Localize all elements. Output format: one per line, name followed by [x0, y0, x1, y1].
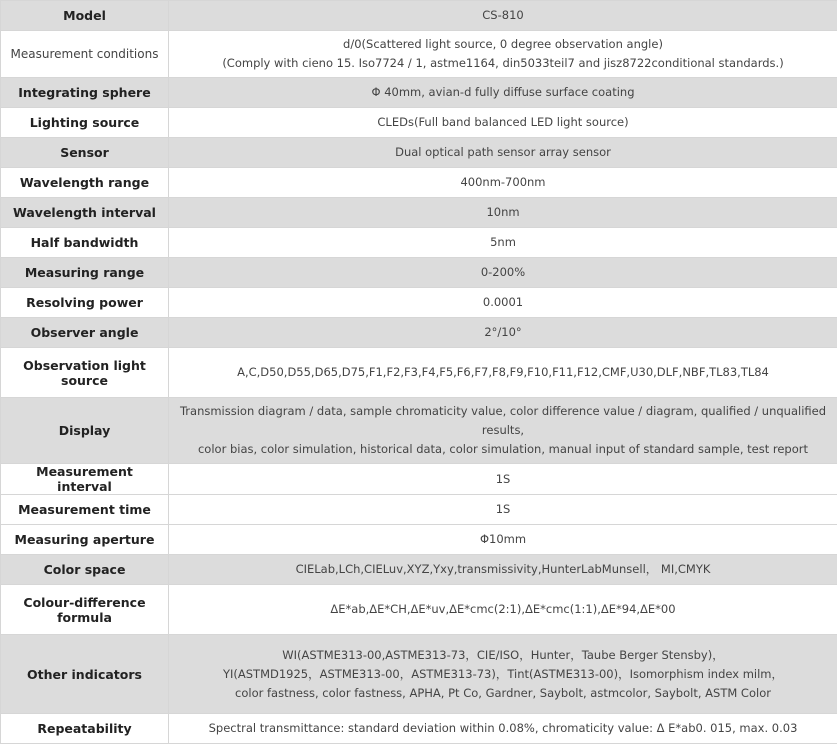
table-row — [1, 525, 837, 555]
row-label-measurement-time: Measurement time — [1, 495, 169, 525]
row-label-integrating-sphere: Integrating sphere — [1, 78, 169, 108]
table-row — [1, 348, 837, 398]
row-label-colour-difference-formula: Colour-difference formula — [1, 585, 169, 635]
row-value-lighting-source — [169, 108, 837, 138]
value-line: YI(ASTMD1925，ASTME313-00，ASTME313-73)，Tint(ASTME313-00)，Isomorphism index milm， — [222, 666, 784, 681]
value-line: Transmission diagram / data, sample chromaticity value, color difference value / diagram, qualified / unqualified results, — [179, 404, 827, 437]
row-label-display: Display — [1, 398, 169, 464]
row-value-measuring-range — [169, 258, 837, 288]
row-value-wavelength-range — [169, 168, 837, 198]
row-label-wavelength-range: Wavelength range — [1, 168, 169, 198]
value-line: CS-810 — [482, 8, 524, 22]
value-line: CIELab,LCh,CIELuv,XYZ,Yxy,transmissivity,HunterLabMunsell， MI,CMYK — [295, 562, 711, 576]
value-line: 2°/10° — [484, 325, 522, 339]
row-value-display — [169, 398, 837, 464]
row-value-color-space — [169, 555, 837, 585]
table-row — [1, 168, 837, 198]
table-row — [1, 495, 837, 525]
row-label-measuring-aperture: Measuring aperture — [1, 525, 169, 555]
value-line: ΔE*ab,ΔE*CH,ΔE*uv,ΔE*cmc(2:1),ΔE*cmc(1:1),ΔE*94,ΔE*00 — [330, 602, 676, 616]
table-row — [1, 318, 837, 348]
row-value-wavelength-interval — [169, 198, 837, 228]
value-line: WI(ASTME313-00,ASTME313-73，CIE/ISO，Hunter，Taube Berger Stensby)， — [282, 647, 724, 662]
value-line: Spectral transmittance: standard deviation within 0.08%, chromaticity value: Δ E*ab0. 015, max. 0.03 — [208, 721, 798, 735]
value-line: d/0(Scattered light source, 0 degree observation angle) — [343, 37, 663, 51]
value-line: 1S — [495, 471, 511, 486]
row-label-model: Model — [1, 1, 169, 31]
table-row — [1, 258, 837, 288]
row-label-color-space: Color space — [1, 555, 169, 585]
row-value-sensor — [169, 138, 837, 168]
row-label-resolving-power: Resolving power — [1, 288, 169, 318]
value-line: 0-200% — [480, 265, 526, 279]
row-label-measurement-interval: Measurement interval — [1, 464, 169, 495]
table-row — [1, 585, 837, 635]
value-line: 5nm — [490, 235, 516, 249]
value-line: Dual optical path sensor array sensor — [395, 145, 611, 159]
value-line: 400nm-700nm — [460, 175, 546, 189]
table-row — [1, 398, 837, 464]
table-row — [1, 138, 837, 168]
row-label-half-bandwidth: Half bandwidth — [1, 228, 169, 258]
row-label-other-indicators: Other indicators — [1, 635, 169, 714]
value-line: 10nm — [486, 205, 520, 219]
table-row — [1, 198, 837, 228]
table-row — [1, 228, 837, 258]
row-label-repeatability: Repeatability — [1, 714, 169, 744]
row-value-measuring-aperture — [169, 525, 837, 555]
value-line: A,C,D50,D55,D65,D75,F1,F2,F3,F4,F5,F6,F7,F8,F9,F10,F11,F12,CMF,U30,DLF,NBF,TL83,TL84 — [237, 365, 769, 379]
row-label-sensor: Sensor — [1, 138, 169, 168]
row-value-measurement-conditions — [169, 31, 837, 78]
value-line: color bias, color simulation, historical data, color simulation, manual input of standard sample, test report — [197, 442, 808, 456]
table-row — [1, 555, 837, 585]
table-row — [1, 31, 837, 78]
value-line: 0.0001 — [482, 295, 524, 309]
row-value-colour-difference-formula — [169, 585, 837, 635]
row-label-measurement-conditions: Measurement conditions — [1, 31, 169, 78]
value-line: Φ 40mm, avian-d fully diffuse surface coating — [371, 85, 635, 99]
row-label-measuring-range: Measuring range — [1, 258, 169, 288]
row-value-model — [169, 1, 837, 31]
table-row — [1, 1, 837, 31]
value-line: color fastness, color fastness, APHA, Pt Co, Gardner, Saybolt, astmcolor, Saybolt, ASTM Color — [235, 685, 771, 700]
row-value-observation-light-source — [169, 348, 837, 398]
value-line: Φ10mm — [479, 532, 527, 546]
row-value-measurement-time — [169, 495, 837, 525]
row-value-observer-angle — [169, 318, 837, 348]
row-value-measurement-interval — [169, 464, 837, 495]
row-value-integrating-sphere — [169, 78, 837, 108]
table-row — [1, 288, 837, 318]
row-value-repeatability — [169, 714, 837, 744]
row-label-observation-light-source: Observation light source — [1, 348, 169, 398]
table-row — [1, 464, 837, 495]
table-row — [1, 108, 837, 138]
table-row — [1, 635, 837, 714]
value-line: 1S — [495, 502, 511, 516]
row-label-lighting-source: Lighting source — [1, 108, 169, 138]
value-line: CLEDs(Full band balanced LED light source) — [377, 115, 629, 129]
row-value-other-indicators — [169, 635, 837, 714]
table-row — [1, 714, 837, 744]
table-row — [1, 78, 837, 108]
row-value-half-bandwidth — [169, 228, 837, 258]
row-label-observer-angle: Observer angle — [1, 318, 169, 348]
row-value-resolving-power — [169, 288, 837, 318]
value-line: (Comply with cieno 15. Iso7724 / 1, astme1164, din5033teil7 and jisz8722conditional standards.) — [222, 56, 784, 70]
row-label-wavelength-interval: Wavelength interval — [1, 198, 169, 228]
